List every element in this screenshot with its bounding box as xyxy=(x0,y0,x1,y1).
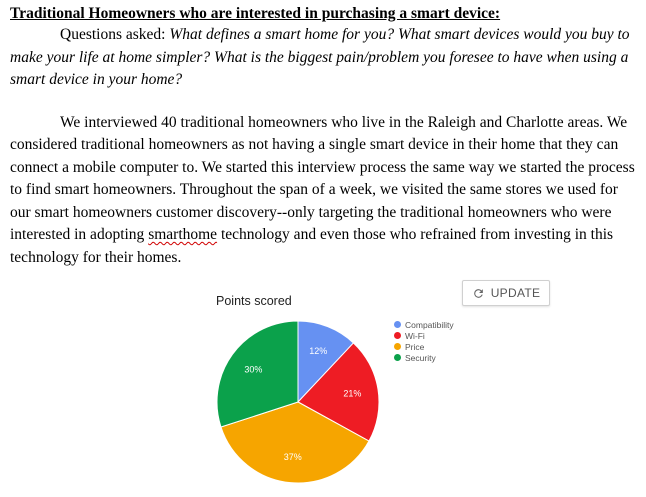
legend-label: Security xyxy=(405,352,436,363)
slice-label-price: 37% xyxy=(283,451,302,462)
questions-text: What defines a smart home for you? What smart devices would you buy to make your life at home simpler? What is the biggest pain/problem you foresee to have when using a smart device in your home? xyxy=(10,26,630,88)
legend-label: Wi-Fi xyxy=(405,330,425,341)
paragraph-text-end: technology and even those who refrained from investing in this technology for their homes. xyxy=(10,226,614,266)
misspelled-word[interactable]: smarthome xyxy=(148,226,218,243)
legend-label: Compatibility xyxy=(405,319,454,330)
legend-label: Price xyxy=(405,341,425,352)
slice-label-wi-fi: 21% xyxy=(343,388,362,399)
section-heading: Traditional Homeowners who are interested in purchasing a smart device: xyxy=(10,5,501,22)
update-button-label: UPDATE xyxy=(490,286,541,300)
slice-label-security: 30% xyxy=(244,364,263,375)
chart-title: Points scored xyxy=(216,294,292,308)
questions-prefix: Questions asked: xyxy=(60,26,170,43)
slice-label-compatibility: 12% xyxy=(309,345,328,356)
paragraph-text-start: We interviewed 40 traditional homeowners who live in the Raleigh and Charlotte areas. We considered traditional homeowners as not having a single smart device in their home that they can connect a mobile computer to. We started this interview process the same way we started the process to find smart homeowners. Throughout the span of a week, we visited the same stores we used for our smart homeowners customer discovery--only targeting the traditional homeowners who were interested in adopting xyxy=(10,113,635,243)
